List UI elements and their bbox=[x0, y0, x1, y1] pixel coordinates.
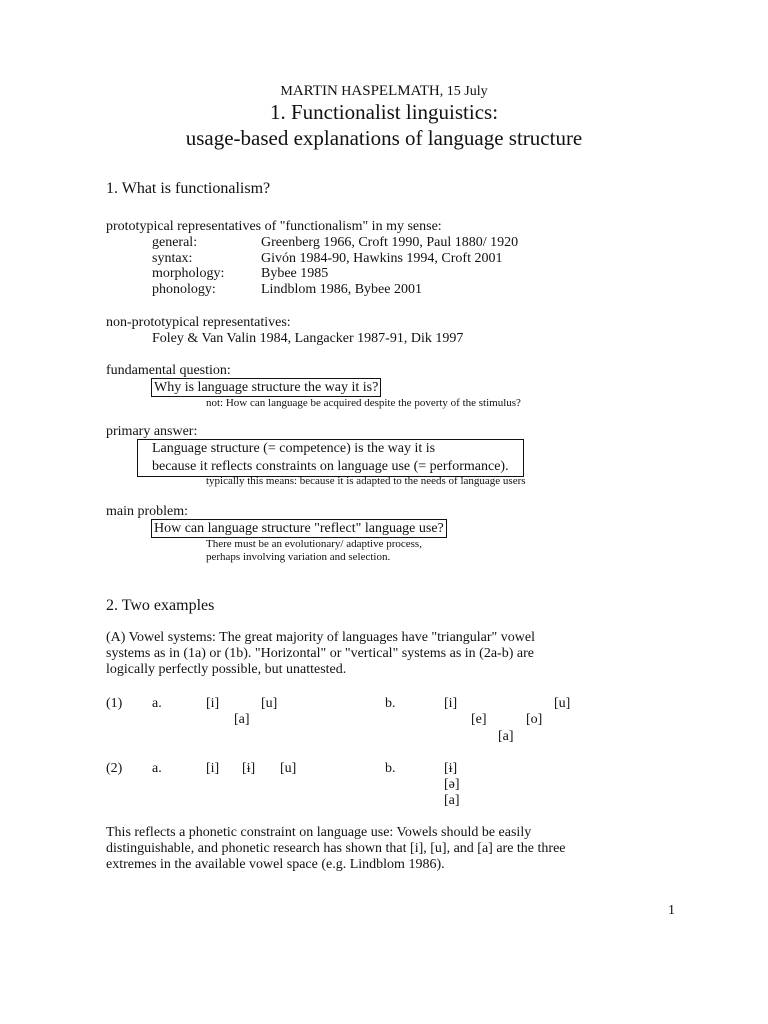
question-box: Why is language structure the way it is? bbox=[151, 378, 381, 397]
author-last: ASPELMATH bbox=[351, 83, 440, 99]
proto-field-phonology: phonology: bbox=[152, 282, 216, 297]
example-2a-u: [u] bbox=[280, 761, 297, 776]
example-1b-label: b. bbox=[385, 696, 396, 711]
answer-note: typically this means: because it is adapted to the needs of language users bbox=[206, 475, 526, 487]
section-1-heading: 1. What is functionalism? bbox=[106, 180, 271, 197]
example-2b-mid: [ə] bbox=[444, 777, 460, 792]
example-2a-mid: [ɨ] bbox=[242, 761, 256, 776]
example-1a-i: [i] bbox=[206, 696, 220, 711]
answer-line-2: because it reflects constraints on language use (= performance). bbox=[152, 459, 509, 474]
para-end-line-3: extremes in the available vowel space (e.g. Lindblom 1986). bbox=[106, 857, 445, 872]
example-1b-u: [u] bbox=[554, 696, 571, 711]
nonproto-intro: non-prototypical representatives: bbox=[106, 315, 291, 330]
example-2b-label: b. bbox=[385, 761, 396, 776]
proto-intro: prototypical representatives of "functionalism" in my sense: bbox=[106, 219, 442, 234]
example-1-number: (1) bbox=[106, 696, 123, 711]
example-2a-i: [i] bbox=[206, 761, 220, 776]
author-line bbox=[0, 83, 768, 100]
example-2b-high: [ɨ] bbox=[444, 761, 458, 776]
date: , 15 July bbox=[439, 84, 488, 99]
example-2a-label: a. bbox=[152, 761, 162, 776]
author-last-initial: H bbox=[341, 84, 352, 99]
problem-note-1: There must be an evolutionary/ adaptive process, bbox=[206, 538, 422, 550]
title-line-2: usage-based explanations of language structure bbox=[185, 126, 583, 150]
para-a-line-2: systems as in (1a) or (1b). "Horizontal" or "vertical" systems as in (2a-b) are bbox=[106, 646, 534, 661]
example-1a-label: a. bbox=[152, 696, 162, 711]
author-first: ARTIN bbox=[292, 83, 338, 99]
example-2-number: (2) bbox=[106, 761, 123, 776]
para-a-line-3: logically perfectly possible, but unattested. bbox=[106, 662, 347, 677]
question-note: not: How can language be acquired despite the poverty of the stimulus? bbox=[206, 397, 521, 409]
para-end-line-2: distinguishable, and phonetic research has shown that [i], [u], and [a] are the three bbox=[106, 841, 566, 856]
answer-box bbox=[137, 439, 524, 477]
section-2-heading: 2. Two examples bbox=[106, 597, 215, 614]
problem-note-2: perhaps involving variation and selection. bbox=[206, 551, 391, 563]
proto-refs-phonology: Lindblom 1986, Bybee 2001 bbox=[261, 282, 422, 297]
example-1a-a: [a] bbox=[234, 712, 250, 727]
para-a-line-1: (A) Vowel systems: The great majority of languages have "triangular" vowel bbox=[106, 630, 535, 645]
example-1b-o: [o] bbox=[526, 712, 543, 727]
title-line-1: 1. Functionalist linguistics: bbox=[269, 100, 499, 124]
problem-box: How can language structure "reflect" language use? bbox=[151, 519, 447, 538]
example-1a-u: [u] bbox=[261, 696, 278, 711]
answer-line-1: Language structure (= competence) is the way it is bbox=[152, 441, 436, 456]
question-label: fundamental question: bbox=[106, 363, 231, 378]
example-1b-i: [i] bbox=[444, 696, 458, 711]
answer-label: primary answer: bbox=[106, 424, 198, 439]
example-1b-e: [e] bbox=[471, 712, 487, 727]
para-end-line-1: This reflects a phonetic constraint on language use: Vowels should be easily bbox=[106, 825, 532, 840]
proto-field-syntax: syntax: bbox=[152, 251, 193, 266]
nonproto-refs: Foley & Van Valin 1984, Langacker 1987-91, Dik 1997 bbox=[152, 331, 464, 346]
example-2b-low: [a] bbox=[444, 793, 460, 808]
example-1b-a: [a] bbox=[498, 729, 514, 744]
proto-refs-morphology: Bybee 1985 bbox=[261, 266, 329, 281]
author-initial: M bbox=[280, 84, 293, 99]
proto-field-morphology: morphology: bbox=[152, 266, 225, 281]
page-number: 1 bbox=[668, 903, 675, 918]
proto-field-general: general: bbox=[152, 235, 198, 250]
proto-refs-syntax: Givón 1984-90, Hawkins 1994, Croft 2001 bbox=[261, 251, 503, 266]
problem-label: main problem: bbox=[106, 504, 189, 519]
proto-refs-general: Greenberg 1966, Croft 1990, Paul 1880/ 1920 bbox=[261, 235, 519, 250]
